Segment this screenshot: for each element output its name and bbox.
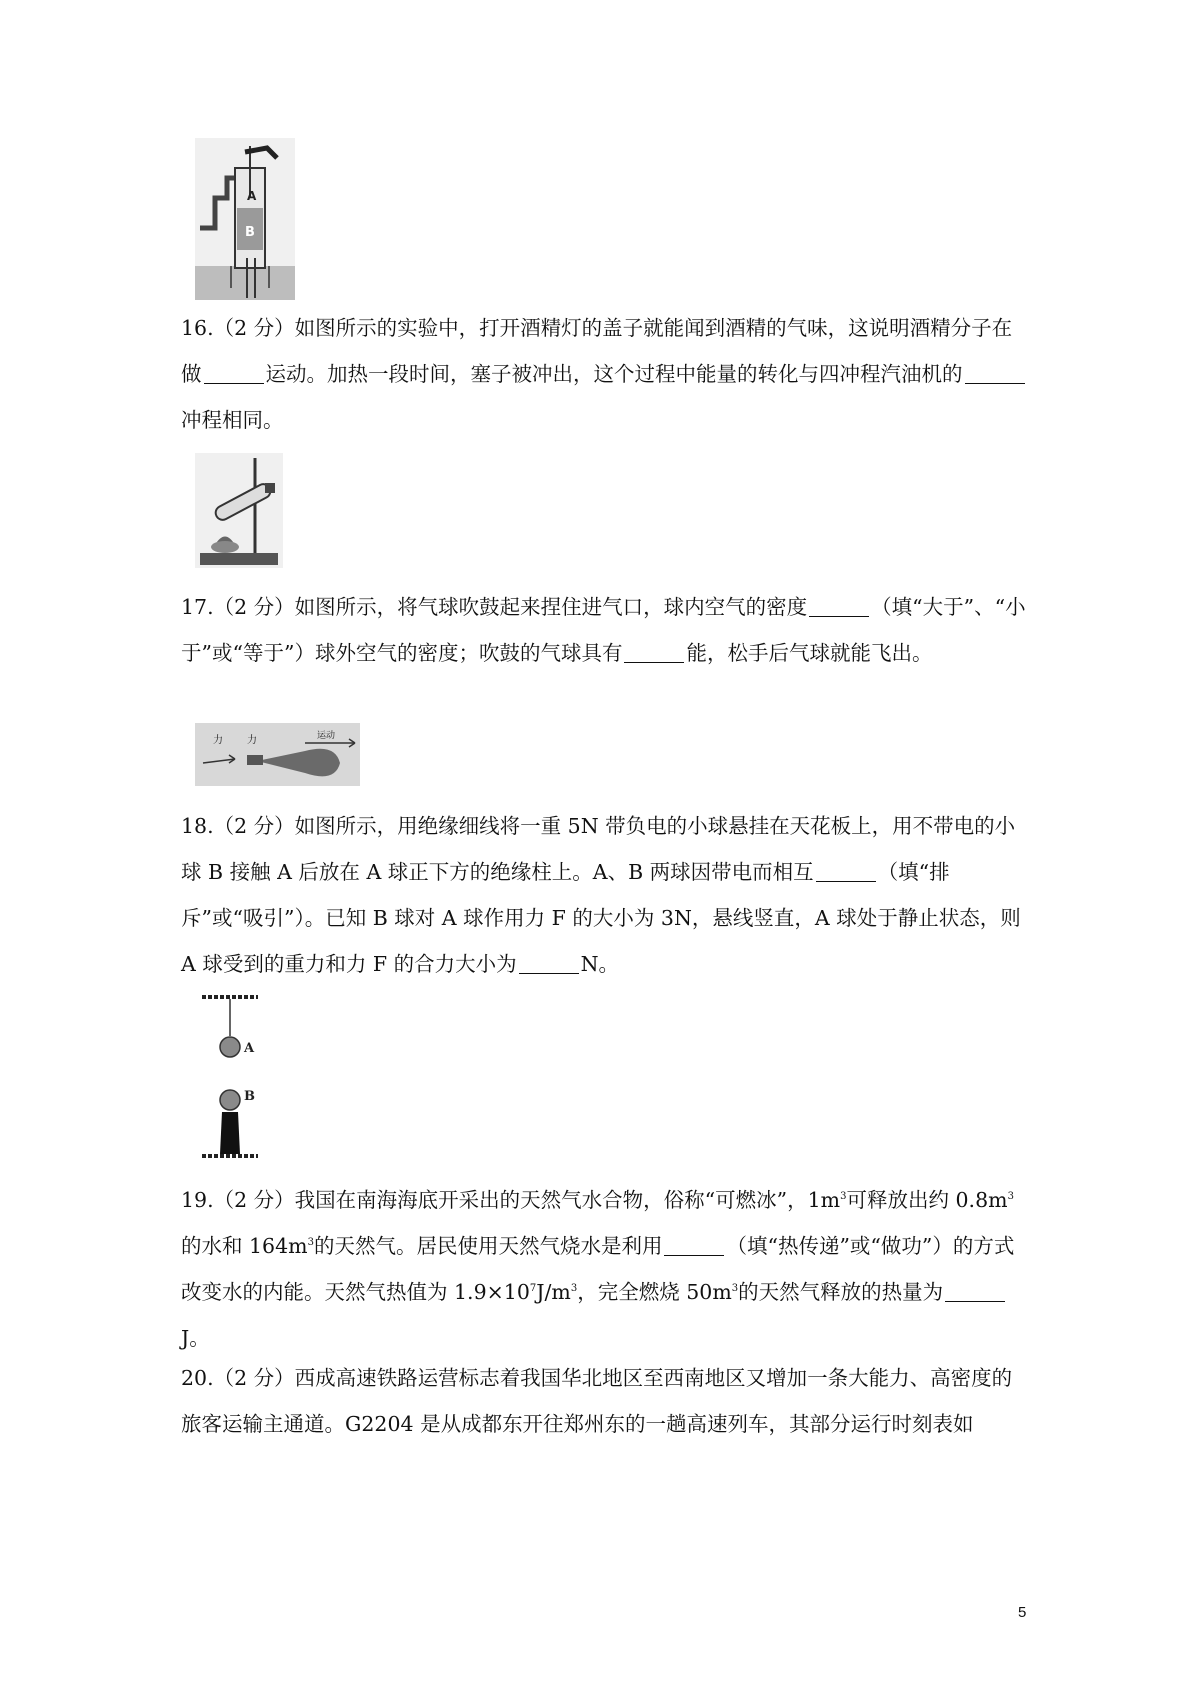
q19-score: （2 分）	[213, 1188, 295, 1212]
q19-number: 19.	[181, 1188, 214, 1212]
answer-blank	[945, 1281, 1005, 1302]
answer-blank	[816, 861, 876, 882]
pump-label-b: B	[245, 225, 255, 240]
answer-blank	[809, 596, 869, 617]
answer-blank	[519, 953, 579, 974]
answer-blank	[965, 363, 1025, 384]
question-17: 17.（2 分）如图所示，将气球吹鼓起来捏住进气口，球内空气的密度 （填“大于”、“小于”或“等于”）球外空气的密度；吹鼓的气球具有 能，松手后气球就能飞出。	[181, 595, 1026, 665]
answer-blank	[624, 642, 684, 663]
q17-number: 17.	[181, 595, 214, 619]
q20-number: 20.	[181, 1366, 214, 1390]
answer-blank	[664, 1235, 724, 1256]
balloon-label-force2: 力	[247, 735, 257, 746]
alcohol-lamp-figure	[195, 453, 283, 568]
charged-balls-figure	[198, 994, 262, 1160]
pump-label-a: A	[247, 189, 257, 203]
balloon-figure	[195, 723, 360, 786]
question-18: 18.（2 分）如图所示，用绝缘细线将一重 5N 带负电的小球悬挂在天花板上，用不带电的小球 B 接触 A 后放在 A 球正下方的绝缘柱上。A、B 两球因带电而相互 （填“排斥”或“吸引”）。已知 B 球对 A 球作用力 F 的大小为 3N，悬线竖直，A 球处于静止状态，则 A 球受到的重力和力 F 的合力大小为 N。	[181, 814, 1021, 976]
question-16: 16.（2 分）如图所示的实验中，打开酒精灯的盖子就能闻到酒精的气味，这说明酒精分子在做 运动。加热一段时间，塞子被冲出，这个过程中能量的转化与四冲程汽油机的冲程相同。	[181, 305, 1031, 443]
question-20: 20.（2 分）西成高速铁路运营标志着我国华北地区至西南地区又增加一条大能力、高密度的旅客运输主通道。G2204 是从成都东开往郑州东的一趟高速列车，其部分运行时刻表如	[181, 1366, 1013, 1436]
page-number: 5	[1018, 1604, 1027, 1621]
ball-label-b: B	[244, 1089, 255, 1104]
answer-blank	[204, 363, 264, 384]
balloon-label-motion: 运动	[317, 731, 336, 741]
q16-score: （2 分）	[213, 316, 295, 340]
ball-label-a: A	[244, 1041, 255, 1056]
q20-score: （2 分）	[213, 1366, 295, 1390]
q17-score: （2 分）	[213, 595, 295, 619]
pump-figure	[195, 138, 295, 300]
q16-number: 16.	[181, 316, 214, 340]
balloon-label-force1: 力	[213, 735, 223, 746]
q18-score: （2 分）	[213, 814, 295, 838]
question-19: 19.（2 分）我国在南海海底开采出的天然气水合物，俗称“可燃冰”，$1m^3$可释放出约 $0.8m^3$的水和 $164m^3$的天然气。居民使用天然气烧水是利用 （填“热传递”或“做功”）的方式改变水的内能。天然气热值为 $1.9\times 10^7J/m^3$，完全燃烧 $50m^3$的天然气释放的热量为J。	[181, 1188, 1015, 1350]
q18-number: 18.	[181, 814, 214, 838]
